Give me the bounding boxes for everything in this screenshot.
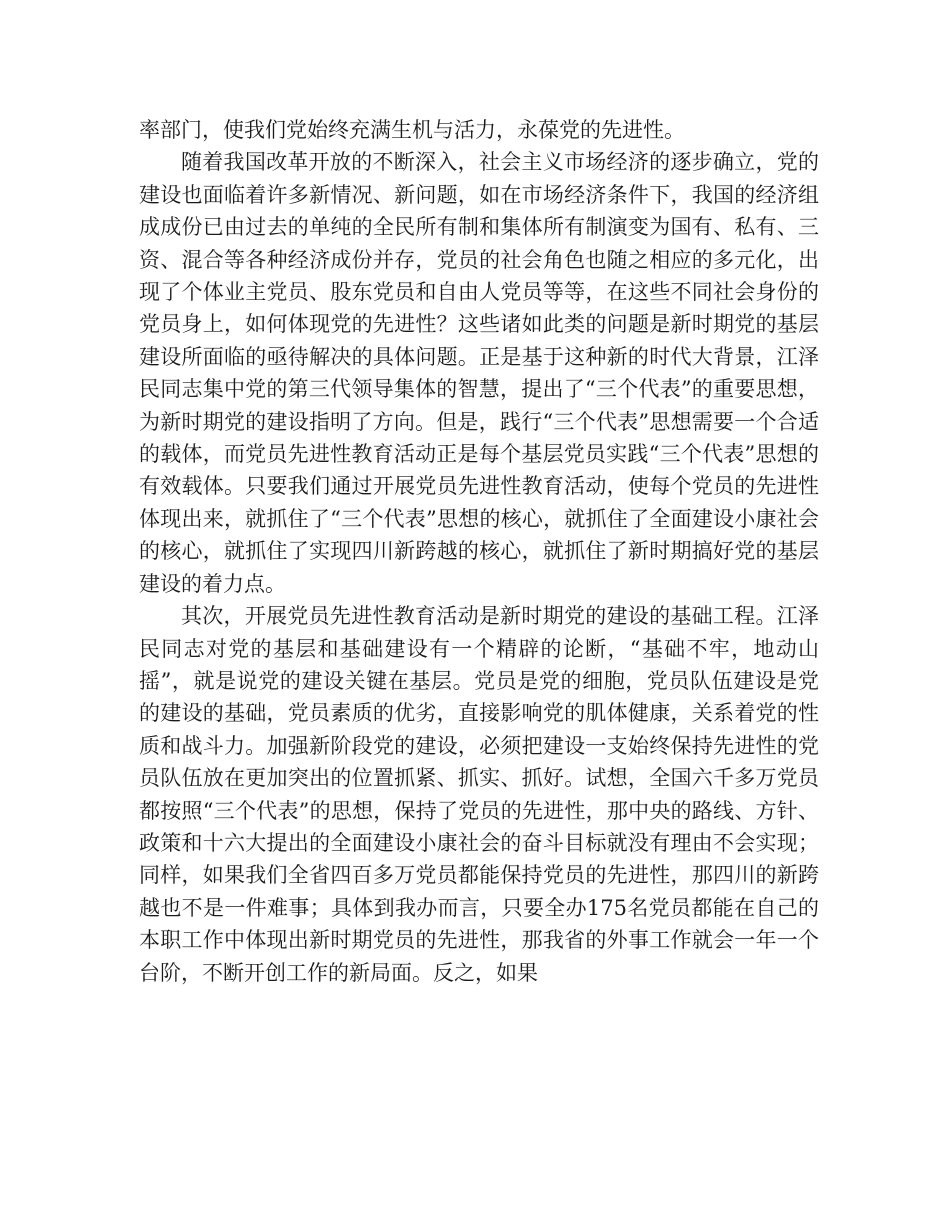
paragraph-reform-background: 随着我国改革开放的不断深入，社会主义市场经济的逐步确立，党的建设也面临着许多新情况、新问题，如在市场经济条件下，我国的经济组成成份已由过去的单纯的全民所有制和集体所有制演变为国有、私有、三资、混合等各种经济成份并存，党员的社会角色也随之相应的多元化，出现了个体业主党员、股东党员和自由人党员等等，在这些不同社会身份的党员身上，如何体现党的先进性？这些诸如此类的问题是新时期党的基层建设所面临的亟待解决的具体问题。正是基于这种新的时代大背景，江泽民同志集中党的第三代领导集体的智慧，提出了“三个代表”的重要思想，为新时期党的建设指明了方向。但是，践行“三个代表”思想需要一个合适的载体，而党员先进性教育活动正是每个基层党员实践“三个代表”思想的有效载体。只要我们通过开展党员先进性教育活动，使每个党员的先进性体现出来，就抓住了“三个代表”思想的核心，就抓住了全面建设小康社会的核心，就抓住了实现四川新跨越的核心，就抓住了新时期搞好党的基层建设的着力点。	[139, 150, 819, 596]
paragraph-foundation-project: 其次，开展党员先进性教育活动是新时期党的建设的基础工程。江泽民同志对党的基层和基础建设有一个精辟的论断，“基础不牢，地动山摇”，就是说党的建设关键在基层。党员是党的细胞，党员队伍建设是党的建设的基础，党员素质的优劣，直接影响党的肌体健康，关系着党的性质和战斗力。加强新阶段党的建设，必须把建设一支始终保持先进性的党员队伍放在更加突出的位置抓紧、抓实、抓好。试想，全国六千多万党员都按照“三个代表”的思想，保持了党员的先进性，那中央的路线、方针、政策和十六大提出的全面建设小康社会的奋斗目标就没有理由不会实现；同样，如果我们全省四百多万党员都能保持党员的先进性，那四川的新跨越也不是一件难事；具体到我办而言，只要全办175名党员都能在自己的本职工作中体现出新时期党员的先进性，那我省的外事工作就会一年一个台阶，不断开创工作的新局面。反之，如果	[139, 604, 819, 985]
paragraph-continuation: 率部门，使我们党始终充满生机与活力，永葆党的先进性。	[139, 118, 685, 142]
body-text	[139, 114, 819, 989]
